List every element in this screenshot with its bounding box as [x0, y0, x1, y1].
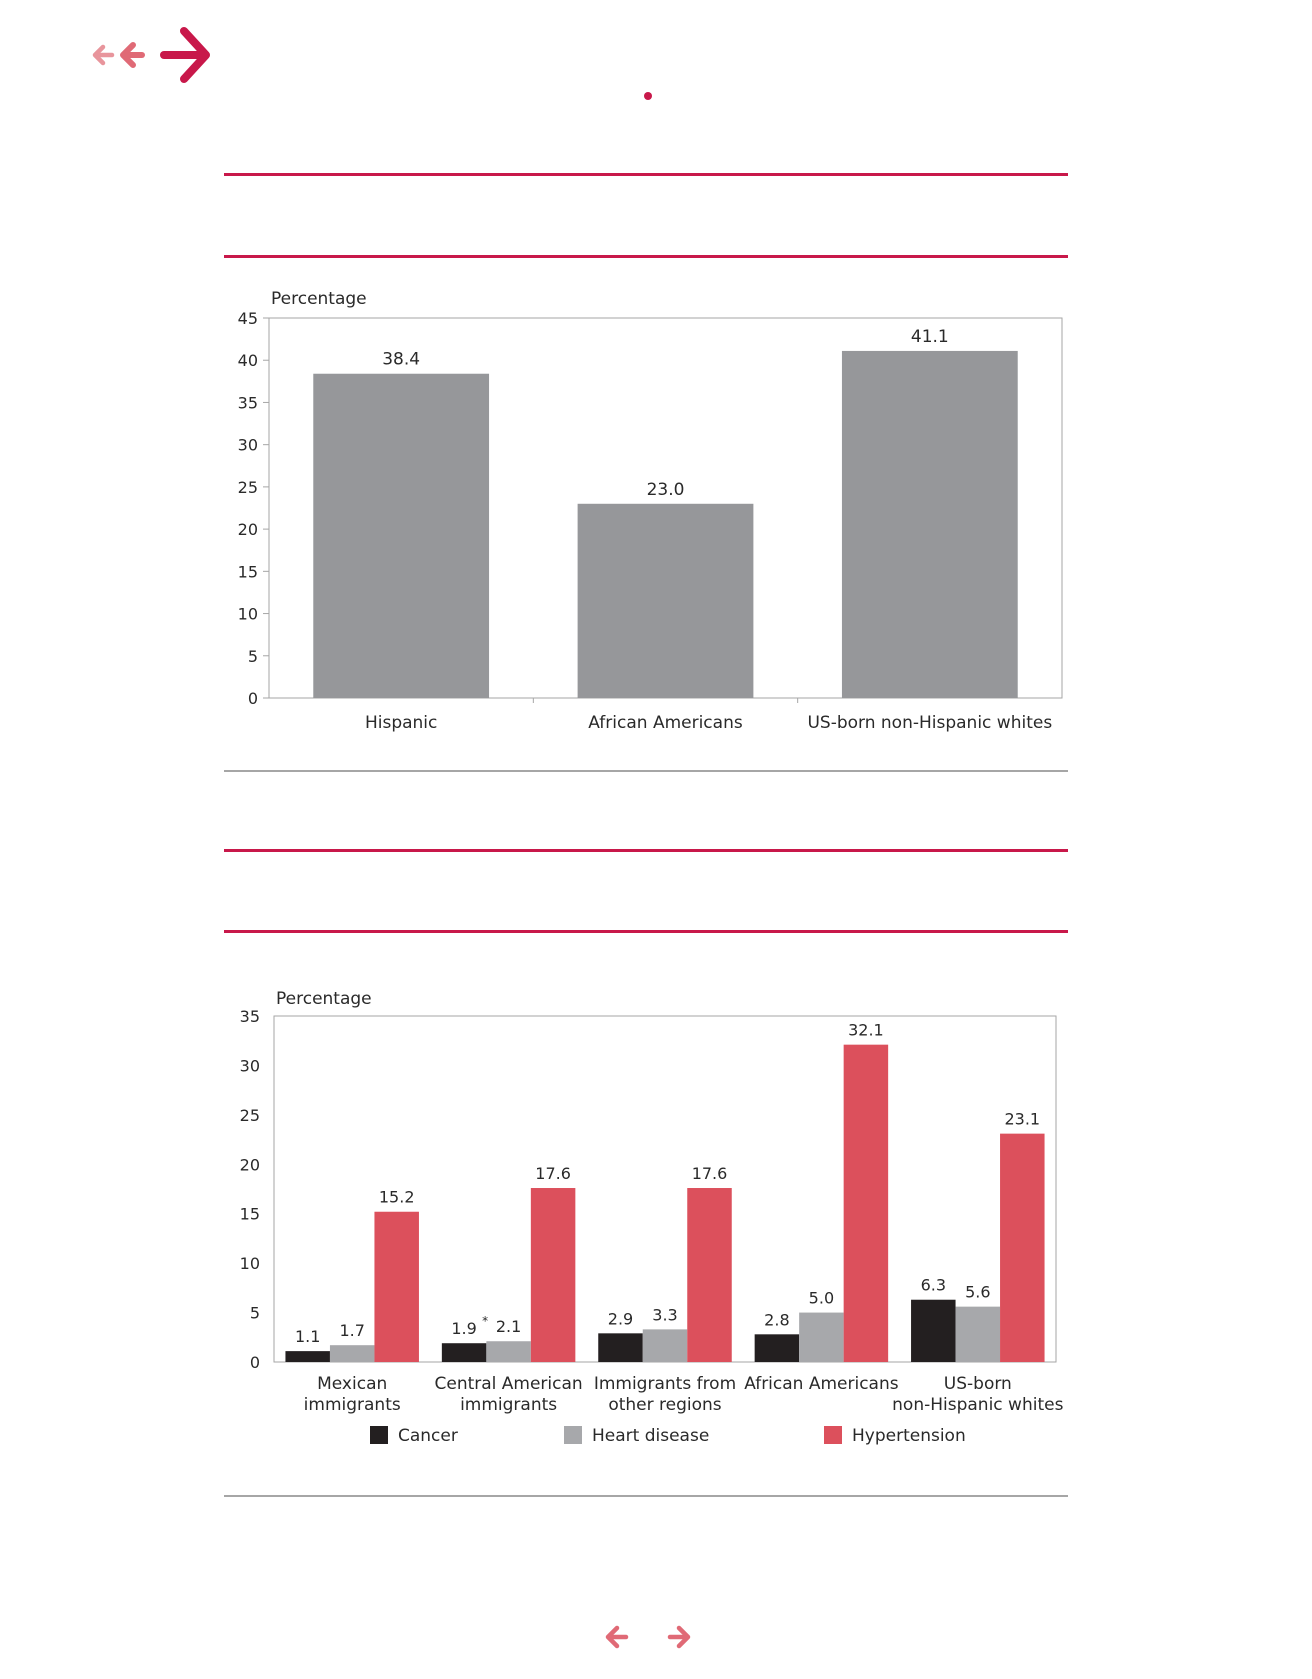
data-label: 2.9 [607, 1309, 634, 1329]
figure2-title-rule [224, 930, 1068, 933]
arrow-right-large-icon [164, 31, 206, 79]
bar [842, 351, 1018, 698]
arrow-left-small-icon [95, 47, 112, 63]
x-tick-label: African Americans [588, 713, 743, 733]
bar-hypertension [844, 1045, 889, 1362]
bar-cancer [598, 1333, 643, 1362]
data-label: 5.6 [965, 1282, 991, 1302]
y-tick-label: 35 [237, 393, 258, 413]
legend-swatch [824, 1426, 842, 1444]
data-label: 23.0 [646, 479, 685, 500]
data-label: 1.1 [294, 1327, 321, 1347]
legend-swatch [370, 1426, 388, 1444]
legend-label: Hypertension [852, 1426, 966, 1446]
chart-2 [0, 985, 1312, 1475]
x-tick-label: US-born [943, 1374, 1012, 1394]
y-tick-label: 25 [239, 1105, 260, 1125]
y-tick-label: 15 [239, 1204, 260, 1224]
data-label: 32.1 [848, 1020, 884, 1040]
figure1-title-rule [224, 255, 1068, 258]
bar-hypertension [1000, 1134, 1045, 1362]
y-tick-label: 5 [247, 646, 258, 666]
y-tick-label: 40 [237, 351, 258, 371]
bar-hypertension [687, 1188, 732, 1362]
data-label: 3.3 [652, 1305, 678, 1325]
bar-cancer [285, 1351, 330, 1362]
x-tick-label: immigrants [460, 1395, 558, 1415]
header-dot [644, 92, 652, 100]
arrow-right-icon [670, 1628, 688, 1646]
y-tick-label: 30 [239, 1056, 260, 1076]
bar-heart-disease [330, 1345, 375, 1362]
bar-heart-disease [486, 1341, 530, 1362]
bar-cancer [442, 1343, 487, 1362]
y-tick-label: 45 [237, 309, 258, 328]
y-axis-title: Percentage [276, 989, 372, 1009]
bar-hypertension [531, 1188, 576, 1362]
x-tick-label: Central American [434, 1374, 583, 1394]
data-label: 38.4 [382, 349, 421, 370]
legend-label: Heart disease [592, 1426, 710, 1446]
x-tick-label: Mexican [317, 1374, 388, 1394]
annotation-mark: * [482, 1314, 489, 1329]
y-tick-label: 0 [249, 1353, 260, 1372]
data-label: 2.1 [495, 1317, 522, 1337]
x-tick-label: other regions [608, 1395, 722, 1415]
next-page-button[interactable] [666, 1624, 692, 1650]
y-tick-label: 30 [237, 435, 258, 455]
bar [313, 374, 489, 698]
figure1-bottom-rule [224, 770, 1068, 772]
bar-heart-disease [956, 1307, 1001, 1362]
data-label: 17.6 [691, 1164, 728, 1184]
y-tick-label: 10 [239, 1254, 260, 1274]
back-forward-arrows-icon [95, 31, 206, 79]
data-label: 2.8 [764, 1310, 790, 1330]
y-tick-label: 15 [237, 562, 258, 582]
y-tick-label: 20 [237, 520, 258, 540]
data-label: 41.1 [910, 326, 949, 347]
bar [578, 504, 754, 698]
x-tick-label: Hispanic [364, 713, 438, 733]
header-arrows [88, 22, 214, 84]
bar-hypertension [374, 1212, 419, 1362]
x-tick-label: US-born non-Hispanic whites [807, 713, 1053, 733]
data-label: 23.1 [1004, 1109, 1041, 1129]
data-label: 5.0 [808, 1288, 835, 1308]
y-tick-label: 35 [239, 1007, 260, 1026]
data-label: 6.3 [920, 1275, 947, 1295]
chart-1 [0, 280, 1312, 740]
data-label: 15.2 [378, 1187, 415, 1207]
arrow-left-icon [608, 1628, 626, 1646]
y-tick-label: 0 [247, 689, 258, 708]
x-tick-label: immigrants [303, 1395, 401, 1415]
y-tick-label: 5 [249, 1303, 260, 1323]
bar-heart-disease [799, 1313, 844, 1362]
x-tick-label: Immigrants from [593, 1374, 737, 1394]
bar-cancer [911, 1300, 956, 1362]
y-axis-title: Percentage [271, 289, 367, 309]
legend-label: Cancer [398, 1426, 458, 1446]
figure2-bottom-rule [224, 1495, 1068, 1497]
y-tick-label: 25 [237, 477, 258, 497]
prev-page-button[interactable] [604, 1624, 630, 1650]
data-label: 1.9 [451, 1319, 477, 1339]
bar-cancer [755, 1334, 800, 1362]
data-label: 17.6 [535, 1164, 571, 1184]
arrow-left-medium-icon [123, 45, 142, 65]
data-label: 1.7 [339, 1321, 365, 1341]
figure1-top-rule [224, 173, 1068, 176]
x-tick-label: non-Hispanic whites [892, 1395, 1064, 1415]
legend-swatch [564, 1426, 582, 1444]
x-tick-label: African Americans [744, 1374, 899, 1394]
y-tick-label: 20 [239, 1155, 260, 1175]
bar-heart-disease [643, 1329, 688, 1362]
y-tick-label: 10 [237, 604, 258, 624]
figure2-top-rule [224, 849, 1068, 852]
